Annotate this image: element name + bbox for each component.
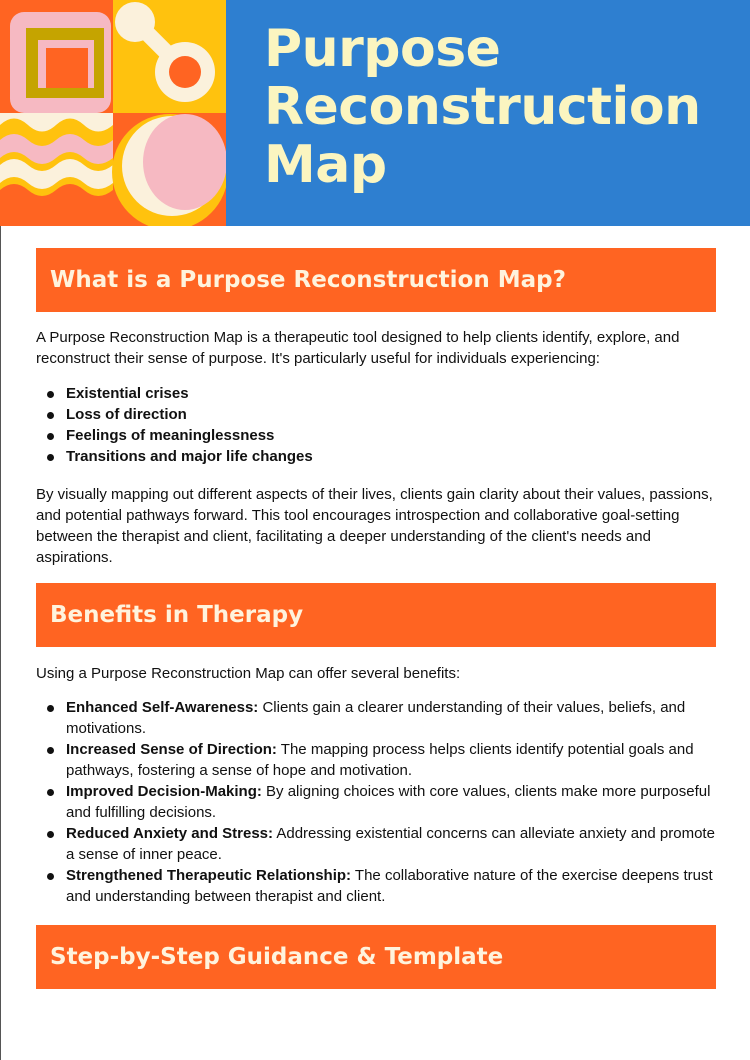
benefit-item [36, 865, 726, 907]
title-line: Purpose [264, 19, 501, 79]
benefit-item [36, 781, 726, 823]
benefit-item [36, 823, 726, 865]
benefit-term: Increased Sense of Direction: [66, 741, 277, 758]
list-item: Loss of direction [36, 404, 726, 425]
title-line: Map [264, 135, 387, 195]
benefits-list [36, 697, 726, 907]
decorative-artwork [0, 0, 226, 226]
benefit-text: By aligning choices with core values, clients make more purposeful and fulfilling decisions. [66, 783, 711, 821]
benefit-text: Clients gain a clearer understanding of their values, beliefs, and motivations. [66, 699, 686, 737]
benefit-item [36, 739, 726, 781]
section-header-benefits [36, 583, 716, 647]
benefit-item [36, 697, 726, 739]
benefit-term: Improved Decision-Making: [66, 783, 262, 800]
benefit-term: Strengthened Therapeutic Relationship: [66, 867, 352, 884]
benefit-text: Addressing existential concerns can alleviate anxiety and promote a sense of inner peace. [66, 825, 715, 863]
list-item: Existential crises [36, 383, 726, 404]
title-line: Reconstruction [264, 77, 701, 137]
benefit-text: The mapping process helps clients identify potential goals and pathways, fostering a sense of hope and motivation. [66, 741, 694, 779]
experience-list [36, 383, 726, 467]
page-header [0, 0, 750, 226]
section-header-what-is [36, 248, 716, 312]
section-heading: Step-by-Step Guidance & Template [50, 944, 504, 970]
title-panel [226, 0, 750, 226]
intro-paragraph: A Purpose Reconstruction Map is a therapeutic tool designed to help clients identify, explore, and reconstruct their sense of purpose. It's particularly useful for individuals experiencing: [36, 329, 680, 367]
list-item: Transitions and major life changes [36, 446, 726, 467]
section-heading: Benefits in Therapy [50, 602, 304, 628]
benefit-term: Reduced Anxiety and Stress: [66, 825, 274, 842]
benefit-text: The collaborative nature of the exercise deepens trust and understanding between therapist and client. [66, 867, 713, 905]
mapping-paragraph: By visually mapping out different aspects of their lives, clients gain clarity about their values, passions, and potential pathways forward. This tool encourages introspection and collaborative goal-setting between the therapist and client, facilitating a deeper understanding of the client's needs and aspirations. [36, 486, 713, 566]
section-heading: What is a Purpose Reconstruction Map? [50, 267, 566, 293]
benefits-intro: Using a Purpose Reconstruction Map can offer several benefits: [36, 665, 461, 682]
section-header-guidance [36, 925, 716, 989]
page-title [264, 20, 701, 194]
list-item: Feelings of meaninglessness [36, 425, 726, 446]
benefit-term: Enhanced Self-Awareness: [66, 699, 259, 716]
